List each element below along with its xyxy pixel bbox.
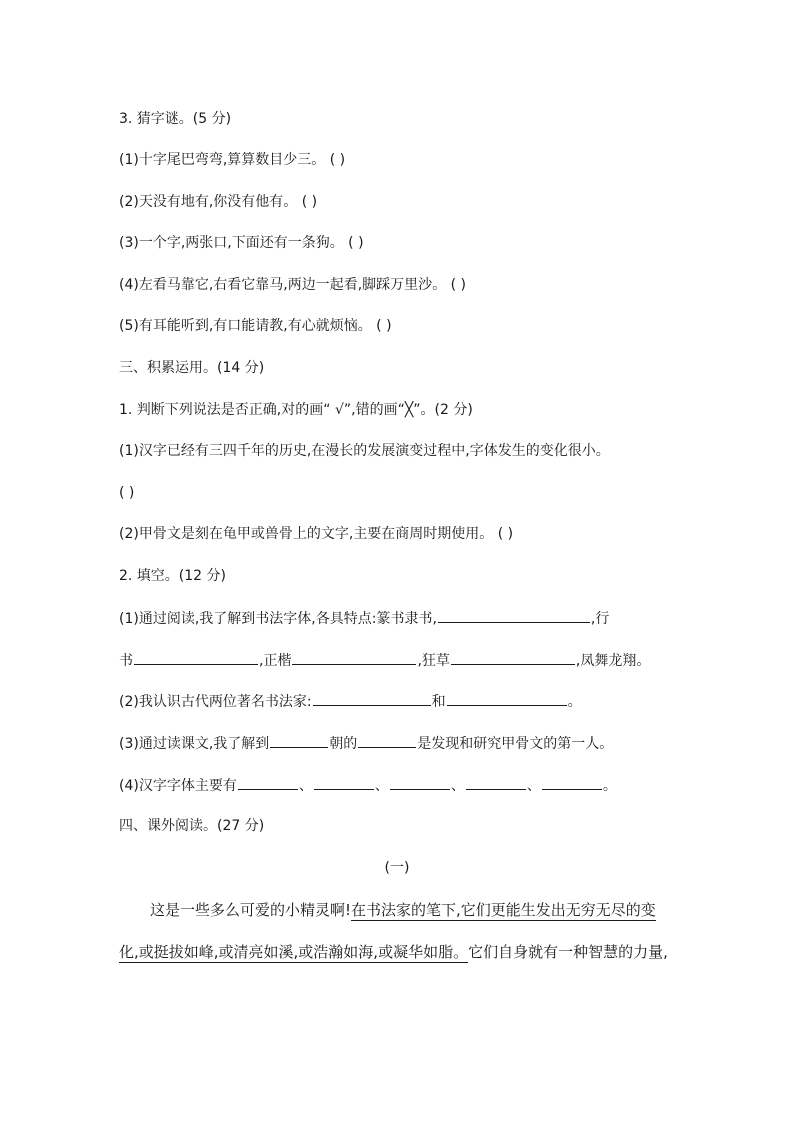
passage-number: (一)	[384, 860, 410, 876]
fill-item-1-cont	[119, 650, 650, 671]
answer-blank[interactable]	[358, 733, 416, 748]
answer-blank[interactable]	[451, 650, 575, 665]
fill-item-3	[119, 733, 613, 754]
label-and: 和	[431, 694, 446, 710]
answer-blank[interactable]	[390, 775, 450, 790]
section3-title: 三、积累运用。(14 分)	[119, 360, 265, 376]
judge-item-1-answer: ( )	[119, 485, 135, 501]
fill-item-4-text: (4)汉字字体主要有	[119, 778, 237, 794]
passage-text: 这是一些多么可爱的小精灵啊!	[150, 901, 352, 919]
fill-item-4	[119, 775, 617, 796]
underlined-sentence: 在书法家的笔下,它们更能生发出无穷无尽的变	[351, 901, 656, 919]
riddle-5: (5)有耳能听到,有口能请教,有心就烦恼。 ( )	[119, 318, 392, 334]
section4-title: 四、课外阅读。(27 分)	[119, 818, 265, 834]
separator: 、	[526, 778, 541, 794]
separator: 、	[450, 778, 465, 794]
period: 。	[602, 778, 617, 794]
fill-item-1-tail: ,行	[590, 611, 610, 627]
label-kuang-cao: ,狂草	[417, 653, 450, 669]
answer-blank[interactable]	[238, 775, 298, 790]
answer-blank[interactable]	[313, 691, 431, 706]
answer-blank[interactable]	[447, 691, 567, 706]
passage-text: 它们自身就有一种智慧的力量,	[468, 943, 668, 961]
fill-item-3-tail: 是发现和研究甲骨文的第一人。	[417, 736, 614, 752]
underlined-sentence: 化,或挺拔如峰,或清亮如溪,或浩瀚如海,或凝华如脂。	[119, 943, 469, 961]
answer-blank[interactable]	[314, 775, 374, 790]
fill-item-3-text: (3)通过读课文,我了解到	[119, 736, 270, 752]
fill-item-2-text: (2)我认识古代两位著名书法家:	[119, 694, 312, 710]
answer-blank[interactable]	[438, 608, 590, 623]
label-dynasty: 朝的	[329, 736, 358, 752]
separator: 、	[298, 778, 313, 794]
fill-item-1-text: (1)通过阅读,我了解到书法字体,各具特点:篆书隶书,	[119, 611, 437, 627]
q3-title: 3. 猜字谜。(5 分)	[119, 111, 232, 127]
label-xing-shu: 书	[119, 653, 133, 669]
riddle-1: (1)十字尾巴弯弯,算算数目少三。 ( )	[119, 152, 346, 168]
fill-item-2	[119, 691, 582, 712]
fill-item-1	[119, 608, 609, 629]
judge-item-1: (1)汉字已经有三四千年的历史,在漫长的发展演变过程中,字体发生的变化很小。	[119, 443, 610, 459]
label-feng-wu: ,凤舞龙翔。	[575, 653, 651, 669]
passage-line-1	[150, 899, 656, 921]
answer-blank[interactable]	[542, 775, 602, 790]
riddle-3: (3)一个字,两张口,下面还有一条狗。 ( )	[119, 235, 364, 251]
passage-line-2	[119, 941, 668, 963]
label-zheng-kai: ,正楷	[259, 653, 292, 669]
answer-blank[interactable]	[466, 775, 526, 790]
riddle-2: (2)天没有地有,你没有他有。 ( )	[119, 194, 318, 210]
fill-title: 2. 填空。(12 分)	[119, 568, 226, 584]
riddle-4: (4)左看马靠它,右看它靠马,两边一起看,脚踩万里沙。 ( )	[119, 277, 467, 293]
answer-blank[interactable]	[134, 650, 258, 665]
period: 。	[567, 694, 582, 710]
judge-title: 1. 判断下列说法是否正确,对的画“ √”,错的画“╳”。(2 分)	[119, 402, 473, 418]
judge-item-2: (2)甲骨文是刻在龟甲或兽骨上的文字,主要在商周时期使用。 ( )	[119, 526, 514, 542]
answer-blank[interactable]	[270, 733, 328, 748]
separator: 、	[374, 778, 389, 794]
answer-blank[interactable]	[292, 650, 416, 665]
